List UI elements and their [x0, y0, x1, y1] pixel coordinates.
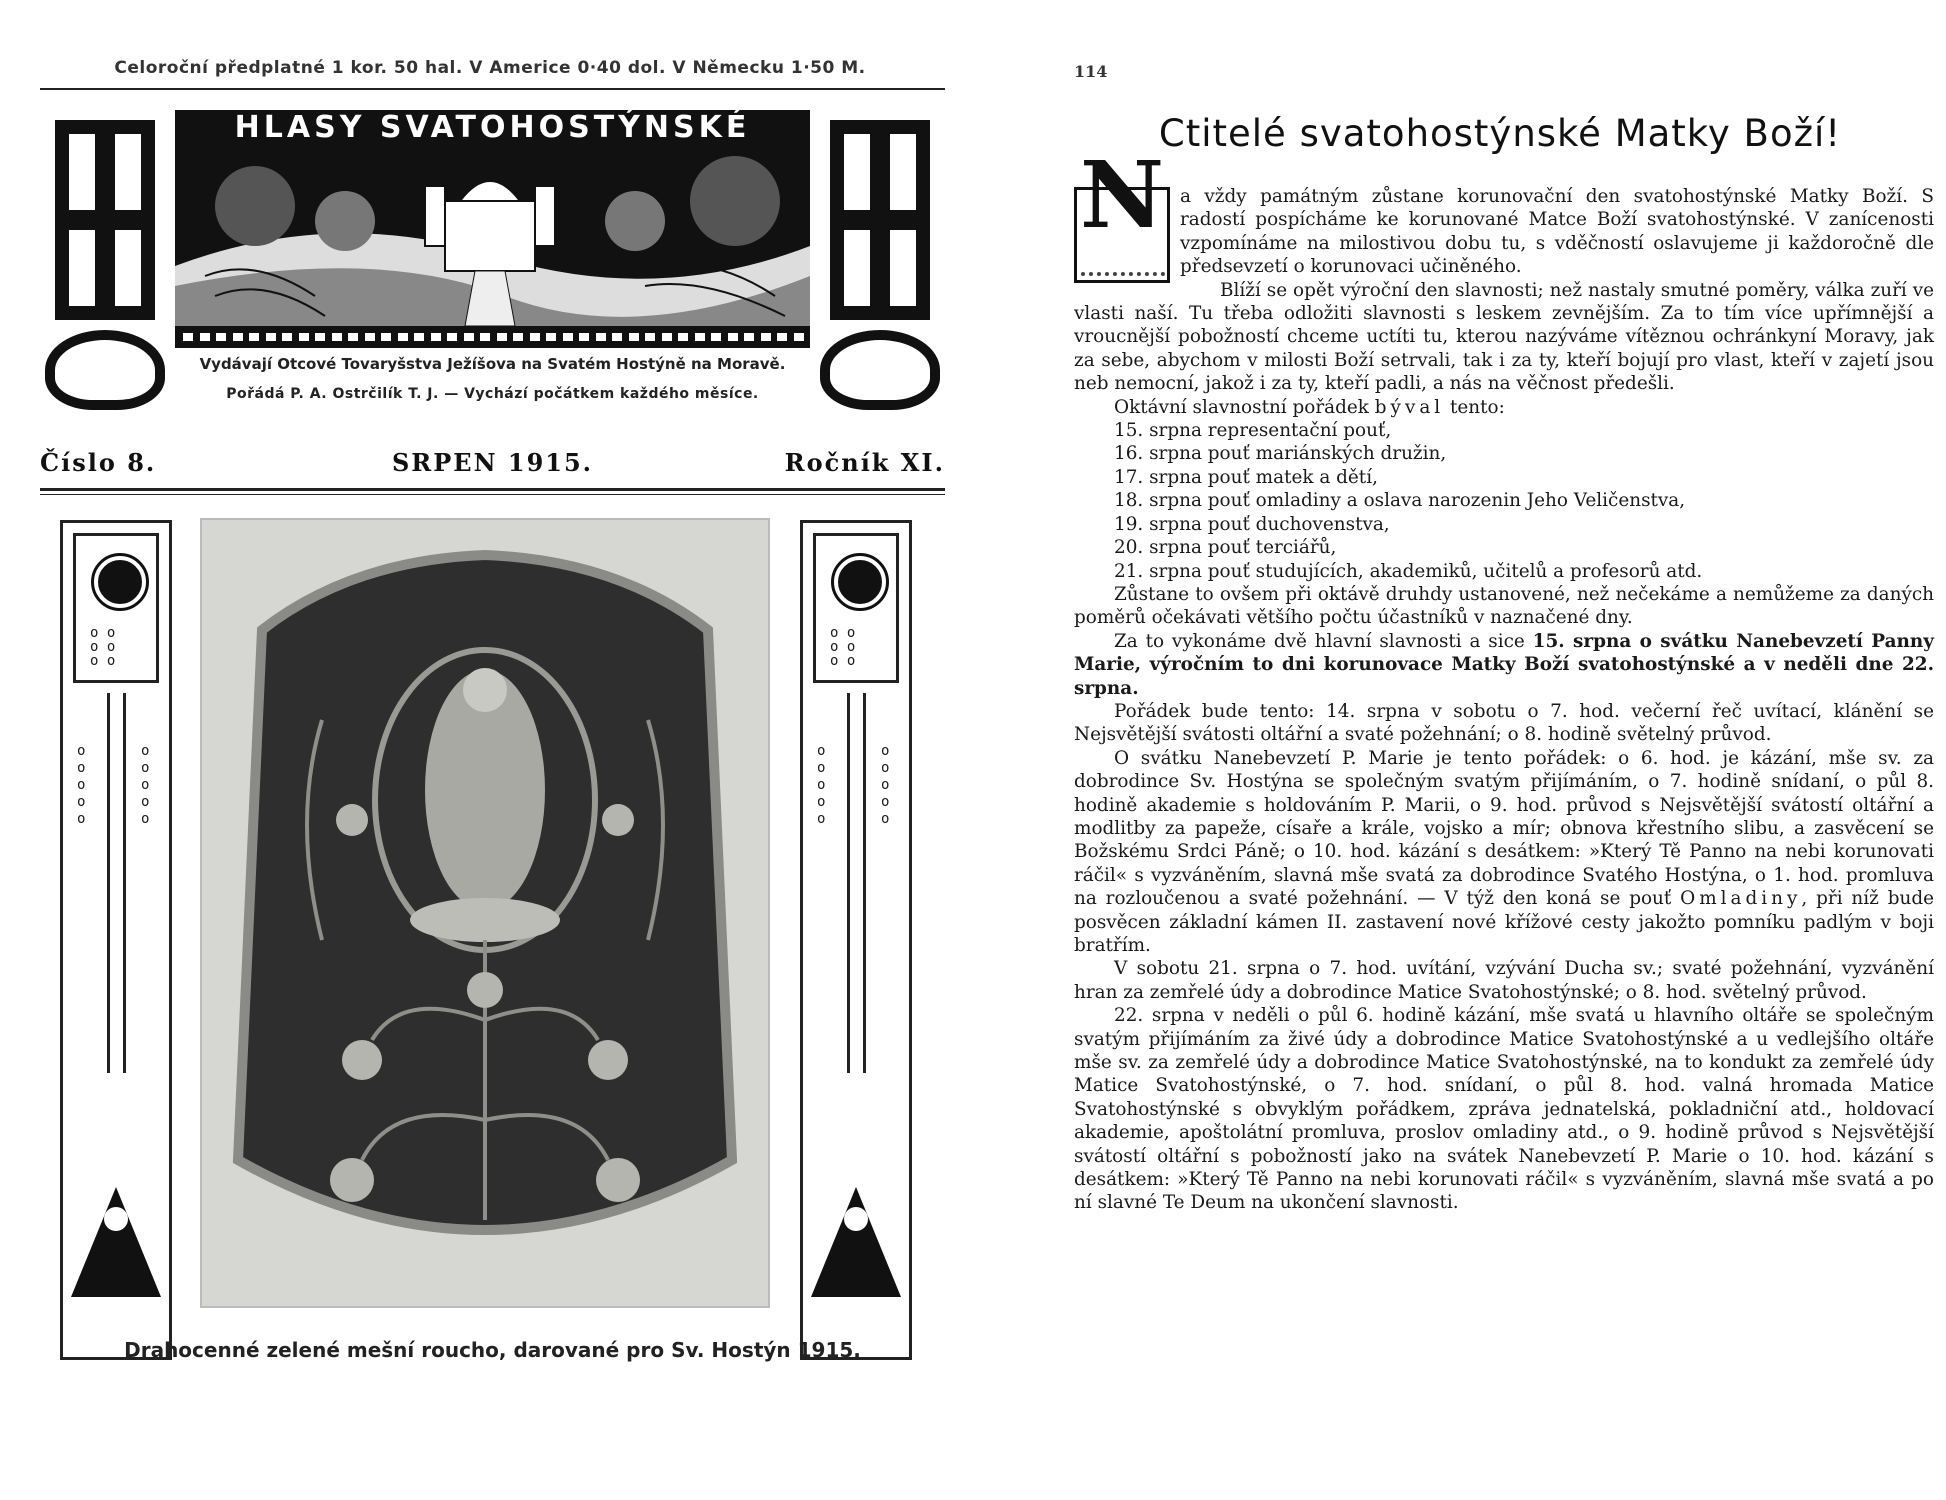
- issue-rule-2: [40, 494, 945, 495]
- article-title: Ctitelé svatohostýnské Matky Boží!: [1158, 112, 1842, 155]
- paragraph-9: 22. srpna v neděli o půl 6. hodině kázání, mše svatá u hlavního oltáře se společným svatým přijímáním za živé údy a dobrodince Matice Svatohostýnské a u vedlejšího oltáře mše sv. za zemřelé údy a dobrodince Matice Svatohostýnské, na to kondukt za zemřelé údy Matice Svatohostýnské, o 7. hod. snídaní, o půl 8. hod. valná hromada Matice Svatohostýnské s obvyklým pořádkem, zpráva jednatelská, pokladniční atd., holdovací akademie, apoštolátní promluva, proslov omladiny atd., o 9. hodině průvod s Nejsvětější svátostí oltářní s pobožností jako na svátek Nanebevzetí P. Marie o 10. hod. kázání s desátkem: »Který Tě Panno na nebi korunovati ráčil« s vyzváněním, slavná mše svatá a po ní slavné Te Deum na ukončení slavnosti.: [1074, 1005, 1934, 1214]
- side-ornament-left: o o o o o o o o o o o o o o o o: [60, 520, 172, 1360]
- paragraph-7-end: , při níž bude posvěcen základní kámen II. zastavení nové křížové cesty jakožto pomníku padlým v boji bratřím.: [1074, 888, 1934, 956]
- masthead: [40, 100, 945, 430]
- masthead-title: HLASY SVATOHOSTÝNSKÉ: [175, 110, 810, 146]
- issue-rule-1: [40, 488, 945, 491]
- paragraph-4: Zůstane to ovšem při oktávě druhdy ustanovené, než nečekáme a nemůžeme za daných poměrů očekávati většího počtu účastníků v naznačené dny.: [1074, 583, 1934, 629]
- issue-row: [40, 448, 945, 478]
- masthead-editor: Pořádá P. A. Ostrčilík T. J. — Vychází počátkem každého měsíce.: [226, 386, 759, 402]
- masthead-church-illustration: [175, 146, 810, 326]
- issue-volume: Ročník XI.: [784, 448, 945, 477]
- schedule-item: 19. srpna pouť duchovenstva,: [1114, 513, 1390, 535]
- paragraph-3: [1074, 396, 1934, 419]
- schedule-item: 17. srpna pouť matek a dětí,: [1114, 466, 1378, 488]
- schedule-item: 15. srpna representační pouť,: [1114, 420, 1392, 442]
- photo-caption: Drahocenné zelené mešní roucho, darované pro Sv. Hostýn 1915.: [124, 1338, 861, 1362]
- paragraph-7-spaced: Omladiny: [1680, 888, 1802, 910]
- schedule-item: 16. srpna pouť mariánských družin,: [1114, 443, 1447, 465]
- top-rule: [40, 88, 945, 90]
- drop-cap-letter: N: [1079, 141, 1165, 249]
- paragraph-5-start: Za to vykonáme dvě hlavní slavnosti a sice: [1114, 630, 1533, 652]
- paragraph-8: V sobotu 21. srpna o 7. hod. uvítání, vzývání Ducha sv.; svaté požehnání, vyzvánění hran za zemřelé údy a dobrodince Matice Svatohostýnské; o 8. hod. světelný průvod.: [1074, 958, 1934, 1003]
- left-page: [0, 0, 960, 1500]
- masthead-ornament-left: [40, 120, 170, 410]
- paragraph-3-spaced: býval: [1374, 396, 1445, 418]
- schedule-item: 21. srpna pouť studujících, akademiků, učitelů a profesorů atd.: [1114, 560, 1703, 582]
- side-ornament-right: o o o o o o o o o o o o o o o o: [800, 520, 912, 1360]
- issue-date: SRPEN 1915.: [391, 448, 594, 477]
- paragraph-1: a vždy památným zůstane korunovační den svatohostýnské Matky Boží. S radostí pospícháme ke korunované Matce Boží svatohostýnské. V zanícenosti vzpomínáme na milostivou dobu tu, s vděčností oslavujeme ji každoročně dle předsevzetí o korunovaci učiněného.: [1180, 186, 1934, 278]
- paragraph-7-start: O svátku Nanebevzetí P. Marie je tento pořádek: o 6. hod. je kázání, mše sv. za dobrodince Sv. Hostýna se společným svatým přijímáním, o 7. hodině snídaní, o půl 8. hodině akademie s holdováním P. Marii, o 9. hod. průvod s Nejsvětější svátostí oltářní a modlitby za papeže, císaře a krále, vojsko a mír; obnova křestního slibu, a zasvěcení se Božskému Srdci Páně; o 10. hod. kázání s desátkem: »Který Tě Panno na nebi korunovati ráčil« s vyzváněním, slavná mše svatá za dobrodince Svatého Hostýna, o 1. hod. promluva na rozloučenou a svaté požehnání. — V týž den koná se pouť: [1074, 747, 1934, 910]
- masthead-publisher: Vydávají Otcové Tovaryšstva Ježíšova na Svatém Hostýně na Moravě.: [199, 355, 786, 373]
- right-page: [1060, 0, 1940, 1500]
- drop-cap: [1074, 141, 1170, 283]
- paragraph-2: Blíží se opět výroční den slavnosti; než nastaly smutné poměry, válka zuří ve vlasti naší. Tu třeba odložiti slavnosti s leskem zevnějším. Za to tím více upřímnější a vroucnější pobožností chceme uctíti tu, kterou nazýváme vítěznou ochránkyní Moravy, jak za sebe, abychom v milosti Boží setrvali, tak i za ty, kteří bojují pro vlast, kteří v zajetí jsou neb nemocní, jakož i za ty, kteří padli, a nás na věčnost předešli.: [1074, 279, 1934, 395]
- schedule-list: [1074, 419, 1934, 583]
- paragraph-5-bold: 15. srpna o svátku Nanebevzetí Panny Marie, výročním to dni korunovace Matky Boží svatohostýnské a v neděli dne 22. srpna.: [1074, 630, 1934, 699]
- masthead-center: [175, 110, 810, 420]
- subscription-line: Celoroční předplatné 1 kor. 50 hal. V Americe 0·40 dol. V Německu 1·50 M.: [114, 58, 866, 78]
- paragraph-6: Pořádek bude tento: 14. srpna v sobotu o 7. hod. večerní řeč uvítací, klánění se Nejsvětější svátosti oltářní a svaté požehnání; o 8. hodině světelný průvod.: [1074, 700, 1934, 746]
- schedule-item: 20. srpna pouť terciářů,: [1114, 537, 1337, 559]
- paragraph-3-end: tento:: [1444, 396, 1505, 418]
- page-number: 114: [1074, 62, 1108, 81]
- paragraph-5: [1074, 630, 1934, 700]
- article-body: [1074, 141, 1934, 1215]
- issue-number: Číslo 8.: [40, 448, 157, 477]
- vestment-photo: [200, 518, 770, 1308]
- schedule-item: 18. srpna pouť omladiny a oslava narozenin Jeho Veličenstva,: [1114, 490, 1686, 512]
- paragraph-3-start: Oktávní slavnostní pořádek: [1114, 396, 1375, 418]
- paragraph-7: [1074, 747, 1934, 958]
- masthead-dot-band: [175, 326, 810, 348]
- masthead-ornament-right: [815, 120, 945, 410]
